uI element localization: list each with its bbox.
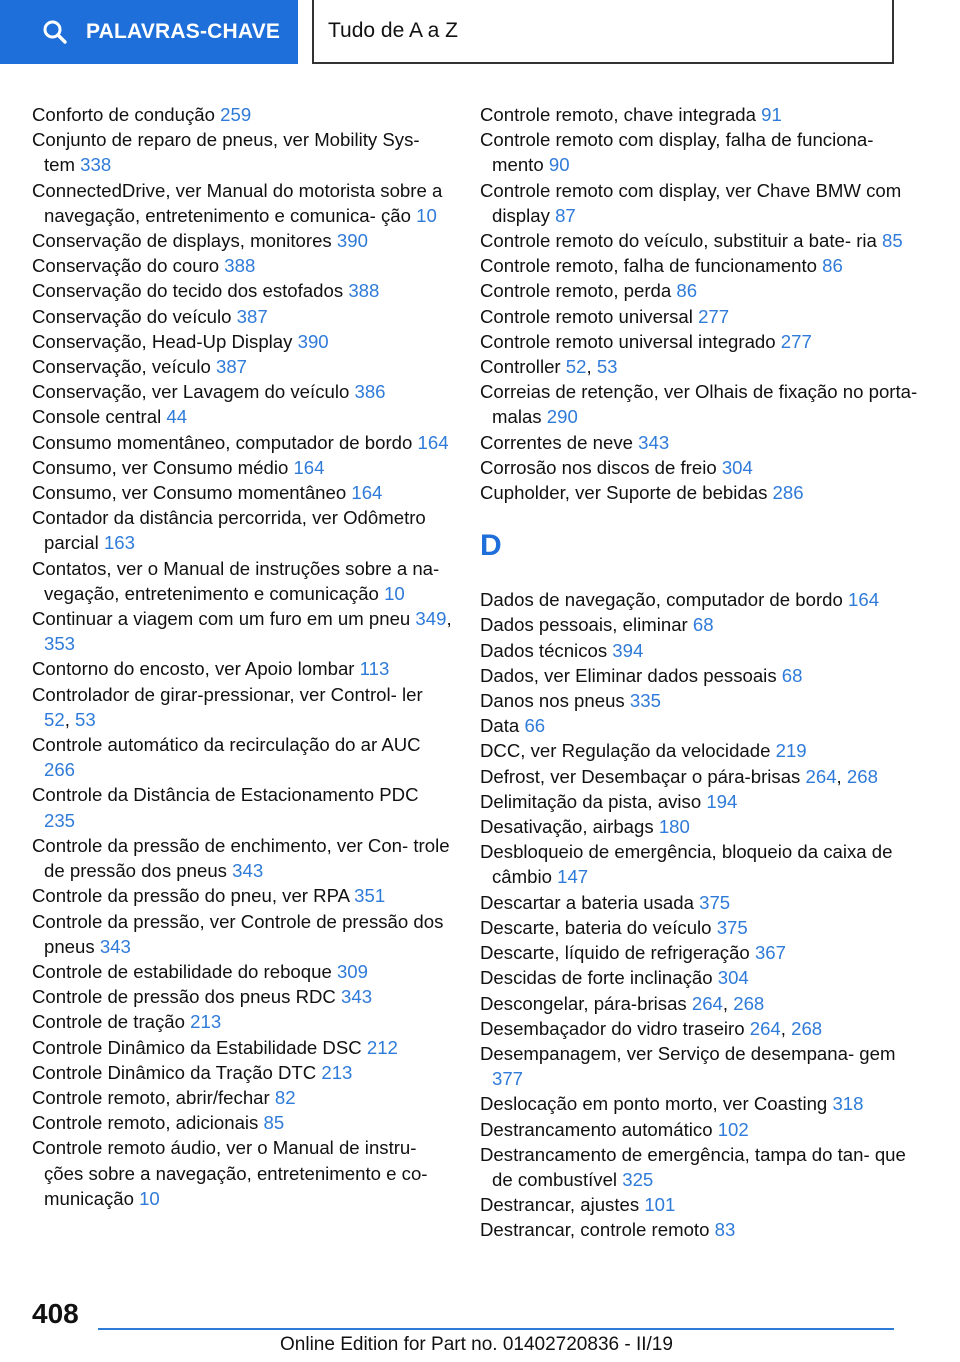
index-entry <box>32 127 452 177</box>
index-entry <box>32 959 452 984</box>
index-entry <box>480 102 920 127</box>
page-link[interactable]: 390 <box>297 330 329 352</box>
index-entry <box>480 638 920 663</box>
index-entry <box>32 480 452 505</box>
index-entry-text: Consumo, ver Consumo momentâneo <box>32 482 347 504</box>
index-entry <box>480 379 920 429</box>
page-link[interactable]: 87 <box>555 204 576 226</box>
page-link[interactable]: 325 <box>622 1168 654 1190</box>
index-entry-text: Corrosão nos discos de freio <box>480 456 717 478</box>
index-entry-text: Controle remoto, adicionais <box>32 1112 259 1134</box>
page-link[interactable]: 53 <box>596 356 618 378</box>
page-link[interactable]: 388 <box>224 255 256 277</box>
index-entry-text: Dados, ver Eliminar dados pessoais <box>480 664 777 686</box>
index-entry-text: Descongelar, pára-brisas <box>480 992 687 1014</box>
index-entry-text: Controle remoto, perda <box>480 280 672 302</box>
index-entry-text: Correias de retenção, ver Olhais de fixação no porta-malas <box>480 381 918 428</box>
index-entry-text: Conjunto de reparo de pneus, ver Mobility Sys‐ tem <box>32 129 420 176</box>
index-entry <box>480 587 920 612</box>
page-link[interactable]: 353 <box>44 633 76 655</box>
page-link[interactable]: 277 <box>698 305 730 327</box>
page-link[interactable]: 91 <box>761 104 782 125</box>
page-link[interactable]: 10 <box>139 1187 160 1209</box>
page-link[interactable]: 264 <box>805 765 837 787</box>
index-entry-text: Destrancar, ajustes <box>480 1194 640 1216</box>
index-entry <box>480 304 920 329</box>
index-entry <box>480 915 920 940</box>
page-link[interactable]: 101 <box>644 1194 676 1216</box>
index-entry-text: Conservação, veículo <box>32 356 211 378</box>
page-link[interactable]: 304 <box>717 967 749 989</box>
index-entry <box>480 890 920 915</box>
page-link[interactable]: 90 <box>548 154 570 176</box>
index-entry-text: Conservação do tecido dos estofados <box>32 280 344 302</box>
page-link[interactable]: 318 <box>832 1093 864 1115</box>
index-entry <box>480 178 920 228</box>
page-link[interactable]: 304 <box>721 456 753 478</box>
page-link[interactable]: 219 <box>775 740 807 762</box>
index-entry <box>32 656 452 681</box>
index-entry <box>32 1085 452 1110</box>
page-link[interactable]: 390 <box>336 230 368 252</box>
page-link[interactable]: 212 <box>366 1036 398 1058</box>
page-link[interactable]: 259 <box>220 104 252 125</box>
page-link[interactable]: 147 <box>557 866 589 888</box>
page-link[interactable]: 387 <box>215 356 248 378</box>
index-entry <box>32 278 452 303</box>
index-entry <box>480 663 920 688</box>
keywords-tab-label: PALAVRAS-CHAVE <box>86 20 281 43</box>
page-link[interactable]: 86 <box>676 280 698 302</box>
page-link[interactable]: 213 <box>190 1011 222 1033</box>
index-entry-text: Descarte, líquido de refrigeração <box>480 942 750 964</box>
index-entry-text: Desembaçador do vidro traseiro <box>480 1017 745 1039</box>
index-entry-text: Controle da pressão de enchimento, ver Con‐ trole de pressão dos pneus <box>32 834 450 882</box>
index-entry <box>480 253 920 278</box>
page-link[interactable]: 343 <box>341 986 373 1008</box>
index-entry <box>480 1117 920 1142</box>
index-entry: Desembaçador do vidro traseiro 264, 268 <box>480 1017 823 1039</box>
page-link[interactable]: 68 <box>692 614 714 636</box>
index-entry-text: Conservação, ver Lavagem do veículo <box>32 381 350 403</box>
index-group-c <box>480 102 920 505</box>
index-entry-text: Controle de tração <box>32 1011 185 1033</box>
page-link[interactable]: 213 <box>321 1061 353 1083</box>
index-entry <box>32 505 452 555</box>
index-entry <box>32 1110 452 1135</box>
index-entry <box>32 304 452 329</box>
index-entry <box>32 1009 452 1034</box>
index-entry <box>32 354 452 379</box>
index-entry <box>480 940 920 965</box>
index-entry-text: Conservação de displays, monitores <box>32 230 332 252</box>
a-to-z-tab-label: Tudo de A a Z <box>328 19 458 42</box>
index-entry <box>480 839 920 889</box>
index-entry-text: Conservação do veículo <box>32 305 232 327</box>
index-entry <box>32 1060 452 1085</box>
index-entry <box>32 228 452 253</box>
page-link[interactable]: 53 <box>75 708 96 730</box>
index-entry <box>480 814 920 839</box>
index-entry-text: Controle automático da recirculação do ar AUC <box>32 734 421 756</box>
page-link[interactable]: 85 <box>882 230 903 252</box>
page-link[interactable]: 113 <box>359 658 390 680</box>
page-link[interactable]: 277 <box>780 330 812 352</box>
index-entry: Descongelar, pára-brisas 264, 268 <box>480 992 765 1014</box>
index-entry-text: Dados de navegação, computador de bordo <box>480 589 843 611</box>
index-entry <box>480 430 920 455</box>
index-entry <box>480 127 920 177</box>
index-entry-text: Destrancamento automático <box>480 1118 713 1140</box>
index-entry-text: Controle remoto áudio, ver o Manual de instru‐ ções sobre a navegação, entretenimento e co‐ municação <box>32 1137 428 1209</box>
page-link[interactable]: 86 <box>822 255 843 277</box>
index-entry <box>32 883 452 908</box>
page-link[interactable]: 164 <box>351 482 383 504</box>
header <box>0 0 960 66</box>
index-entry <box>32 782 452 832</box>
index-entry-text: Descidas de forte inclinação <box>480 967 713 989</box>
page-link[interactable]: 10 <box>384 582 405 604</box>
page-link[interactable]: 44 <box>166 406 188 428</box>
index-entry-text: Danos nos pneus <box>480 690 625 712</box>
index-entry <box>480 713 920 738</box>
index-entry-text: Controle remoto, falha de funcionamento <box>480 255 817 277</box>
index-entry-text: Controller <box>480 356 561 378</box>
index-entry <box>480 480 920 505</box>
index-entry <box>480 1142 920 1192</box>
page-link[interactable]: 83 <box>714 1219 736 1241</box>
page-link[interactable]: 375 <box>699 891 731 913</box>
page-link[interactable]: 264 <box>691 992 723 1014</box>
index-entry-text: DCC, ver Regulação da velocidade <box>480 740 771 762</box>
footer-divider <box>98 1328 894 1330</box>
keywords-tab[interactable] <box>0 0 298 64</box>
section-letter: D <box>480 529 502 563</box>
index-entry <box>480 738 920 763</box>
index-entry <box>32 102 452 127</box>
page-link[interactable]: 52 <box>565 356 587 378</box>
index-entry <box>32 833 452 883</box>
index-entry-text: Controle remoto universal <box>480 305 693 327</box>
page-link[interactable]: 367 <box>754 942 786 964</box>
page-link[interactable]: 343 <box>99 935 131 957</box>
page-link[interactable]: 66 <box>524 715 546 737</box>
index-entry-text: Descarte, bateria do veículo <box>480 916 712 938</box>
page-link[interactable]: 351 <box>354 885 386 907</box>
index-entry-text: Cupholder, ver Suporte de bebidas <box>480 482 768 504</box>
page-link[interactable]: 290 <box>546 406 578 428</box>
index-entry-text: Desbloqueio de emergência, bloqueio da caixa de câmbio <box>480 841 893 888</box>
index-entry <box>480 965 920 990</box>
page-link[interactable]: 286 <box>772 482 804 504</box>
page-link[interactable]: 164 <box>848 589 880 611</box>
index-entry <box>480 228 920 253</box>
index-entry <box>480 1091 920 1116</box>
index-entry-text: Descartar a bateria usada <box>480 891 694 913</box>
index-entry <box>32 1135 452 1211</box>
index-entry: Controller 52, 53 <box>480 356 618 378</box>
index-entry-text: Controle remoto universal integrado <box>480 330 776 352</box>
index-entry-text: Controle remoto com display, ver Chave BMW com display <box>480 179 902 226</box>
index-entry-text: Controlador de girar-pressionar, ver Control‐ ler <box>32 683 423 705</box>
index-column-left <box>32 102 452 1211</box>
index-entry <box>32 984 452 1009</box>
index-entry <box>32 404 452 429</box>
index-entry <box>32 1035 452 1060</box>
index-column-right <box>480 102 920 1243</box>
index-entry-text: Controle de pressão dos pneus RDC <box>32 986 336 1008</box>
index-entry <box>32 253 452 278</box>
index-entry-text: Correntes de neve <box>480 431 633 453</box>
page-link[interactable]: 163 <box>103 532 135 554</box>
index-entry-text: Contorno do encosto, ver Apoio lombar <box>32 658 355 680</box>
index-entry <box>32 455 452 480</box>
page-link[interactable]: 10 <box>416 204 437 226</box>
page-link[interactable]: 268 <box>846 765 878 787</box>
index-entry <box>32 430 452 455</box>
index-entry <box>32 556 452 606</box>
page-link[interactable]: 235 <box>44 809 76 831</box>
index-entry-text: Desempanagem, ver Serviço de desempana‐ gem <box>480 1042 896 1064</box>
index-entry-text: Deslocação em ponto morto, ver Coasting <box>480 1093 828 1115</box>
edition-note: Online Edition for Part no. 01402720836 - II/19 <box>280 1334 673 1355</box>
index-entry-text: Controle de estabilidade do reboque <box>32 960 332 982</box>
page-link[interactable]: 52 <box>44 708 65 730</box>
page-link[interactable]: 388 <box>348 280 380 302</box>
index-entry-text: Controle Dinâmico da Estabilidade DSC <box>32 1036 362 1058</box>
index-entry-text: Controle da pressão do pneu, ver RPA <box>32 885 349 907</box>
index-entry-text: Contatos, ver o Manual de instruções sobre a na‐ vegação, entretenimento e comunicação <box>32 557 440 604</box>
page-link[interactable]: 343 <box>232 860 264 882</box>
index-entry <box>32 379 452 404</box>
index-entry-text: Dados técnicos <box>480 639 608 661</box>
index-entry <box>480 612 920 637</box>
index-entry <box>32 329 452 354</box>
page-link[interactable]: 387 <box>236 305 268 327</box>
index-entry-text: Conservação, Head-Up Display <box>32 330 293 352</box>
index-entry <box>480 455 920 480</box>
page-link[interactable]: 85 <box>263 1112 285 1134</box>
page-link[interactable]: 266 <box>44 759 76 781</box>
index-entry: Defrost, ver Desembaçar o pára-brisas 264, 268 <box>480 765 878 787</box>
index-entry-text: Controle Dinâmico da Tração DTC <box>32 1061 317 1083</box>
page-link[interactable]: 194 <box>706 790 738 812</box>
a-to-z-tab[interactable] <box>312 0 894 64</box>
search-icon <box>42 19 68 45</box>
index-entry: Controlador de girar-pressionar, ver Control‐ ler 52, 53 <box>32 683 423 730</box>
index-entry <box>480 789 920 814</box>
index-entry <box>480 688 920 713</box>
page-link[interactable]: 309 <box>336 960 368 982</box>
index-entry-text: Consumo momentâneo, computador de bordo <box>32 431 413 453</box>
index-entry-text: Controle remoto do veículo, substituir a bate‐ ria <box>480 230 877 252</box>
index-entry-text: ConnectedDrive, ver Manual do motorista sobre a navegação, entretenimento e comunica‐ ção <box>32 179 443 226</box>
index-entry-text: Controle da pressão, ver Controle de pressão dos pneus <box>32 910 444 957</box>
page-link[interactable]: 349 <box>415 608 447 630</box>
index-entry <box>32 178 452 228</box>
index-entry-text: Dados pessoais, eliminar <box>480 614 688 636</box>
index-entry <box>32 732 452 782</box>
index-entry-text: Destrancar, controle remoto <box>480 1219 710 1241</box>
index-entry <box>480 1041 920 1091</box>
index-entry-text: Conforto de condução <box>32 104 215 125</box>
index-entry <box>480 329 920 354</box>
index-entry-text: Conservação do couro <box>32 255 220 277</box>
index-entry-text: Controle remoto, abrir/fechar <box>32 1086 270 1108</box>
page-link[interactable]: 343 <box>638 431 670 453</box>
page-link[interactable]: 164 <box>293 456 325 478</box>
page-link[interactable]: 338 <box>80 154 112 176</box>
index-entry-text: Continuar a viagem com um furo em um pneu <box>32 608 411 630</box>
index-entry-text: Desativação, airbags <box>480 816 654 838</box>
index-entry-text: Console central <box>32 406 162 428</box>
page-link[interactable]: 377 <box>492 1068 524 1090</box>
index-entry <box>480 1192 920 1217</box>
page-link[interactable]: 102 <box>717 1118 749 1140</box>
page-link[interactable]: 268 <box>791 1017 823 1039</box>
index-entry-text: Data <box>480 715 520 737</box>
index-entry <box>32 909 452 959</box>
index-entry-text: Controle remoto, chave integrada <box>480 104 756 125</box>
page-link[interactable]: 180 <box>658 816 690 838</box>
page-link[interactable]: 386 <box>354 381 386 403</box>
index-entry-text: Delimitação da pista, aviso <box>480 790 702 812</box>
index-entry-text: Destrancamento de emergência, tampa do tan‐ que de combustível <box>480 1143 906 1190</box>
page-link[interactable]: 82 <box>274 1086 296 1108</box>
index-entry-text: Controle da Distância de Estacionamento PDC <box>32 784 419 806</box>
page-number: 408 <box>32 1298 79 1329</box>
index-entry <box>480 1217 920 1242</box>
index-entry-text: Consumo, ver Consumo médio <box>32 456 289 478</box>
index-entry-text: Controle remoto com display, falha de funciona‐ mento <box>480 129 874 176</box>
index-entry-text: Defrost, ver Desembaçar o pára-brisas <box>480 765 801 787</box>
page-link[interactable]: 268 <box>733 992 765 1014</box>
index-entry: Continuar a viagem com um furo em um pneu 349, 353 <box>32 608 452 655</box>
page-link[interactable]: 164 <box>417 431 449 453</box>
index-group-d <box>480 587 920 1242</box>
page-link[interactable]: 335 <box>629 690 661 712</box>
page-link[interactable]: 394 <box>612 639 644 661</box>
page-link[interactable]: 375 <box>716 916 748 938</box>
index-entry-text: Contador da distância percorrida, ver Odômetro parcial <box>32 507 426 554</box>
index-entry <box>480 278 920 303</box>
page-link[interactable]: 264 <box>749 1017 781 1039</box>
page-link[interactable]: 68 <box>781 664 803 686</box>
